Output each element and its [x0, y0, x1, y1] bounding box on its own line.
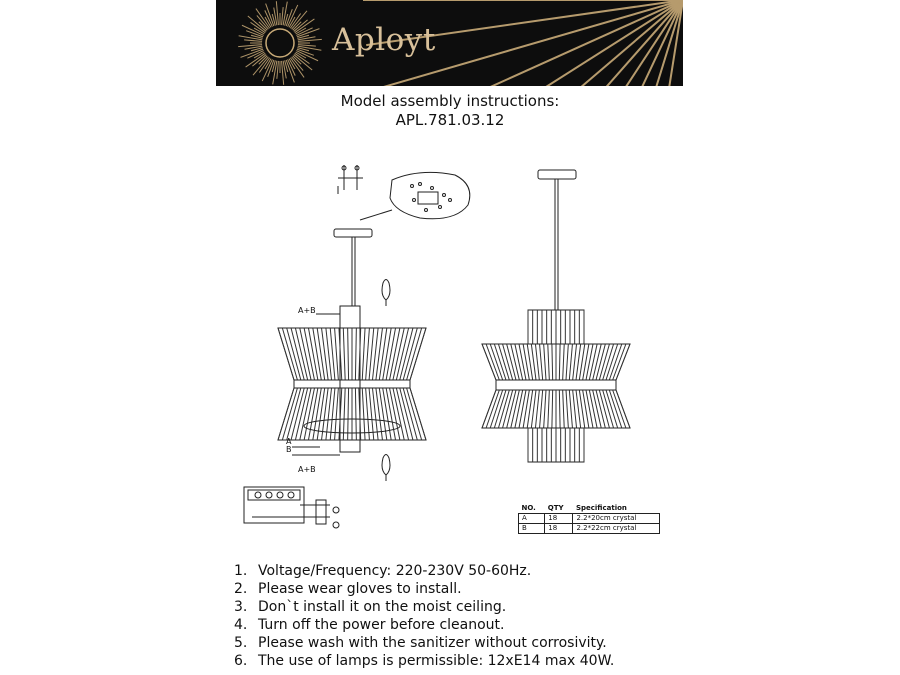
list-item [234, 616, 614, 634]
item-number: 3. [234, 599, 248, 615]
item-text: The use of lamps is permissible: 12xE14 max 40W. [258, 653, 615, 669]
item-text: Turn off the power before cleanout. [258, 617, 505, 633]
item-number: 4. [234, 617, 248, 633]
list-item [234, 580, 614, 598]
cell-spec: 2.2*22cm crystal [573, 524, 660, 534]
chandelier-assembled-view [482, 170, 630, 462]
cell-no: B [519, 524, 545, 534]
item-text: Please wear gloves to install. [258, 581, 462, 597]
model-number: APL.781.03.12 [395, 111, 505, 129]
item-text: Voltage/Frequency: 220-230V 50-60Hz. [258, 563, 532, 579]
list-item [234, 562, 614, 580]
spec-table-header [519, 504, 660, 514]
cell-qty: 18 [545, 524, 573, 534]
instructions-list [234, 562, 614, 670]
list-item [234, 634, 614, 652]
label-a-plus-b-top: A+B [298, 306, 316, 315]
header-qty: QTY [545, 504, 573, 514]
label-a-plus-b-bottom: A+B [298, 465, 316, 474]
title-line-1: Model assembly instructions: [340, 92, 560, 110]
item-number: 1. [234, 563, 248, 579]
crystal-spec-table [518, 504, 660, 534]
label-b: B [286, 445, 292, 454]
header-no: NO. [519, 504, 545, 514]
detail-callout [360, 172, 470, 220]
label-a: A [286, 437, 292, 446]
list-item [234, 598, 614, 616]
sunburst-logo-art [216, 0, 683, 86]
header-specification: Specification [573, 504, 660, 514]
item-number: 6. [234, 653, 248, 669]
document-title [0, 92, 900, 130]
item-text: Don`t install it on the moist ceiling. [258, 599, 507, 615]
cell-no: A [519, 514, 545, 524]
mounting-bolts-icon [338, 165, 363, 194]
table-row [519, 514, 660, 524]
brand-banner [216, 0, 683, 86]
chandelier-exploded-view [278, 229, 426, 481]
assembly-drawing [0, 150, 900, 550]
item-text: Please wash with the sanitizer without corrosivity. [258, 635, 607, 651]
wiring-diagram [244, 487, 339, 528]
cell-qty: 18 [545, 514, 573, 524]
brand-name: Aployt [332, 22, 436, 58]
item-number: 2. [234, 581, 248, 597]
table-row [519, 524, 660, 534]
cell-spec: 2.2*20cm crystal [573, 514, 660, 524]
list-item [234, 652, 614, 670]
item-number: 5. [234, 635, 248, 651]
